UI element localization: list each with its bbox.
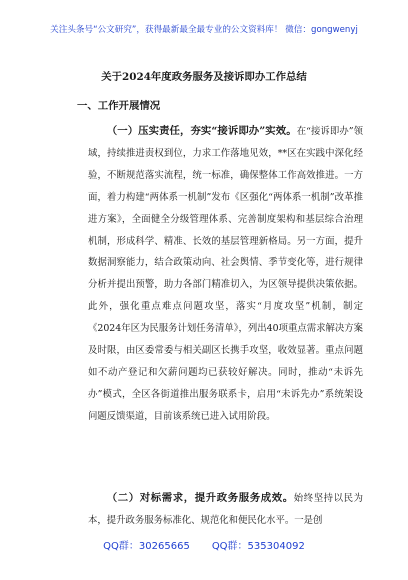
document-title: 关于2024年度政务服务及接诉即办工作总结 <box>101 71 307 83</box>
header-banner: 关注头条号“公文研究”，获得最新最全最专业的公文资料库！ 微信：gongwenyj <box>50 25 358 35</box>
paragraph-service-efficiency <box>88 488 363 532</box>
section-heading: 一、工作开展情况 <box>77 100 161 112</box>
footer-qq-group-2: QQ群：535304092 <box>211 541 305 552</box>
footer-qq-group-1: QQ群：30265665 <box>103 541 190 552</box>
paragraph-body: 在“接诉即办”领域，持续推进责权到位，力求工作落地见效，**区在实践中深化经验，不断规范落实流程，统一标准，确保整体工作高效推进。一方面，着力构建“两体系一机制”发布《区强化“两体系一机制”改革推进方案》，全面健全分级管理体系、完善制度架构和基层综合治理机制，形成科学、精准、长效的基层管理新格局。另一方面，提升数据洞察能力，结合政策动向、社会舆情、季节变化等，进行规律分析并提出预警，助力各部门精准切入，为区领导提供决策依据。此外，强化重点难点问题攻坚，落实“月度攻坚”机制，制定《2024年区为民服务计划任务清单》，列出40项重点需求解决方案及时限，由区委常委与相关副区长携手攻坚，收效显著。重点问题如不动产登记和欠薪问题均已获较好解决。同时，推动“未诉先办”模式，全区各街道推出服务联系卡，启用“未诉先办”系统架设问题反馈渠道，目前该系统已进入试用阶段。 <box>88 126 363 422</box>
paragraph-lead: （一）压实责任，夯实“接诉即办”实效。 <box>106 125 297 137</box>
paragraph-lead: （二）对标需求，提升政务服务成效。 <box>106 492 294 504</box>
paragraph-accountability <box>88 121 363 428</box>
footer-contact <box>0 537 408 552</box>
paragraph-body: 始终坚持以民为本，提升政务服务标准化、规范化和便民化水平。一是创 <box>88 493 363 526</box>
